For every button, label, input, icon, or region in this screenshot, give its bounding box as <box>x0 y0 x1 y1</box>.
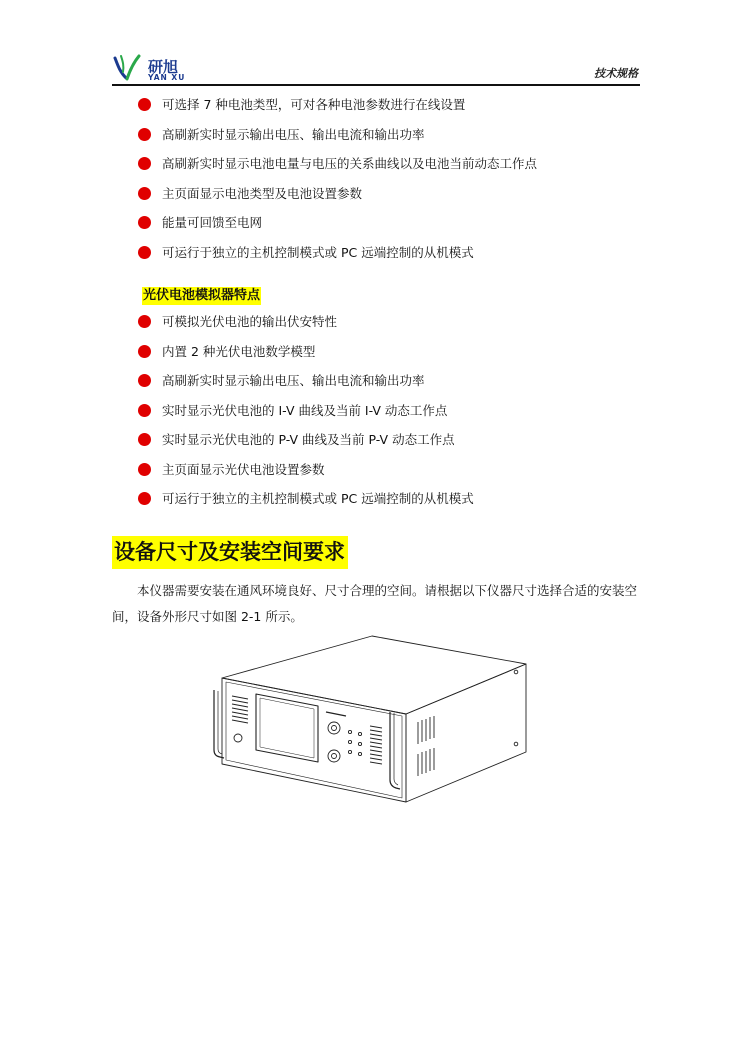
list-item <box>138 343 474 373</box>
bullet-icon <box>138 315 151 328</box>
list-item <box>138 372 474 402</box>
list-item-text: 高刷新实时显示输出电压、输出电流和输出功率 <box>162 126 425 142</box>
bullet-icon <box>138 463 151 476</box>
list-item-text: 可运行于独立的主机控制模式或 PC 远端控制的从机模式 <box>162 244 474 260</box>
header-section-label: 技术规格 <box>594 67 638 80</box>
bullet-icon <box>138 345 151 358</box>
list-item <box>138 244 537 274</box>
list-item-text: 能量可回馈至电网 <box>162 215 263 230</box>
list-item <box>138 155 537 185</box>
list-item <box>138 214 537 244</box>
list-item <box>138 461 474 491</box>
bullet-icon <box>138 157 151 170</box>
logo-english-name: YAN XU <box>148 73 186 82</box>
list-item-text: 高刷新实时显示电池电量与电压的关系曲线以及电池当前动态工作点 <box>162 156 538 171</box>
list-item-text: 实时显示光伏电池的 I-V 曲线及当前 I-V 动态工作点 <box>162 402 448 418</box>
bullet-icon <box>138 216 151 229</box>
bullet-icon <box>138 128 151 141</box>
pv-simulator-heading: 光伏电池模拟器特点 <box>143 288 261 303</box>
bullet-icon <box>138 433 151 446</box>
company-logo-icon <box>112 52 142 82</box>
body-paragraph: 本仪器需要安装在通风环境良好、尺寸合理的空间。请根据以下仪器尺寸选择合适的安装空间，设备外形尺寸如图 2-1 所示。 <box>112 583 638 624</box>
list-item <box>138 96 537 126</box>
device-illustration <box>212 632 540 810</box>
bullet-icon <box>138 404 151 417</box>
bullet-icon <box>138 374 151 387</box>
header-divider <box>112 84 640 86</box>
list-item-text: 高刷新实时显示输出电压、输出电流和输出功率 <box>162 373 425 388</box>
list-item <box>138 431 474 461</box>
list-item-text: 可选择 7 种电池类型，可对各种电池参数进行在线设置 <box>162 97 466 112</box>
list-item-text: 可模拟光伏电池的输出伏安特性 <box>162 314 338 329</box>
logo-chinese-name: 研旭 <box>148 58 179 76</box>
list-item-text: 主页面显示光伏电池设置参数 <box>162 461 325 477</box>
list-item <box>138 402 474 432</box>
bullet-icon <box>138 187 151 200</box>
list-item <box>138 490 474 520</box>
list-item-text: 内置 2 种光伏电池数学模型 <box>162 343 316 359</box>
bullet-icon <box>138 98 151 111</box>
list-item-text: 可运行于独立的主机控制模式或 PC 远端控制的从机模式 <box>162 491 474 506</box>
list-item-text: 实时显示光伏电池的 P-V 曲线及当前 P-V 动态工作点 <box>162 432 455 447</box>
list-item-text: 主页面显示电池类型及电池设置参数 <box>162 185 363 201</box>
pv-feature-list <box>138 313 474 520</box>
section-title: 设备尺寸及安装空间要求 <box>112 536 348 569</box>
battery-feature-list <box>138 96 537 273</box>
list-item <box>138 185 537 215</box>
bullet-icon <box>138 492 151 505</box>
list-item <box>138 313 474 343</box>
bullet-icon <box>138 246 151 259</box>
page-header <box>112 52 640 88</box>
list-item <box>138 126 537 156</box>
